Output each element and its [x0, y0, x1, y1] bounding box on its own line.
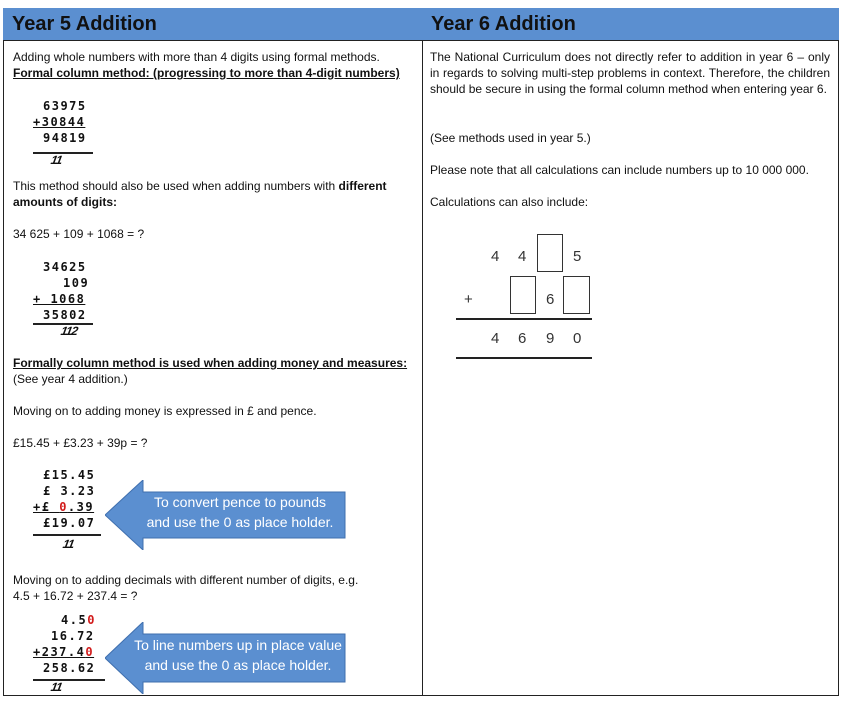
puzzle-r1-d2: 4: [518, 248, 527, 265]
calc3-addend-c: +£ 0.39: [33, 500, 95, 514]
puzzle-line-top: [456, 318, 592, 320]
year5-column: [3, 8, 423, 696]
calc3-addend-b: £ 3.23: [43, 484, 96, 498]
calc4-result: 258.62: [43, 661, 96, 675]
puzzle-line-bottom: [456, 357, 592, 359]
calc4-addend-b: 16.72: [51, 629, 95, 643]
puzzle-r2-blank-2: [563, 276, 590, 314]
calc1-addend-b: +30844: [33, 115, 86, 129]
year5-intro: Adding whole numbers with more than 4 digits using formal methods.: [13, 50, 380, 64]
calc4-underline: [33, 679, 105, 681]
puzzle-r2-blank-1: [510, 276, 536, 314]
sum3-question: £15.45 + £3.23 + 39p = ?: [13, 436, 148, 450]
formal-method-heading: Formal column method: (progressing to more than 4-digit numbers): [13, 66, 400, 80]
year6-paragraph-2: (See methods used in year 5.): [430, 131, 591, 145]
calc4-addend-a: 4.50: [61, 613, 96, 627]
calc4-carry: 11: [49, 680, 63, 694]
year6-column: [422, 8, 839, 696]
puzzle-r3-d1: 4: [491, 330, 500, 347]
year5-header: Year 5 Addition: [3, 8, 422, 41]
puzzle-r3-d4: 0: [573, 330, 582, 347]
money-heading: Formally column method is used when adding money and measures:: [13, 356, 408, 370]
puzzle-r2-d3: 6: [546, 291, 555, 308]
sum4-question: 4.5 + 16.72 + 237.4 = ?: [13, 589, 138, 603]
calc2-addend-c: + 1068: [33, 292, 86, 306]
puzzle-r3-d2: 6: [518, 330, 527, 347]
calc3-carry: 11: [61, 537, 75, 551]
puzzle-r1-d4: 5: [573, 248, 582, 265]
different-digits-text-2: amounts of digits:: [13, 195, 117, 209]
year6-paragraph-3: Please note that all calculations can include numbers up to 10 000 000.: [430, 163, 809, 177]
calc2-carry: 112: [59, 324, 79, 338]
money-reference: (See year 4 addition.): [13, 372, 128, 386]
calc3-underline: [33, 534, 101, 536]
calc2-addend-a: 34625: [43, 260, 87, 274]
calc3-result: £19.07: [43, 516, 96, 530]
callout-1-text: To convert pence to pounds and use the 0 as place holder.: [146, 494, 334, 530]
calc1-result: 94819: [43, 131, 87, 145]
sum2-question: 34 625 + 109 + 1068 = ?: [13, 227, 145, 241]
calc1-underline: [33, 152, 93, 154]
calc2-result: 35802: [43, 308, 87, 322]
puzzle-r1-d1: 4: [491, 248, 500, 265]
decimals-text: Moving on to adding decimals with different number of digits, e.g.: [13, 573, 359, 587]
calc4-addend-c: +237.40: [33, 645, 95, 659]
year6-paragraph-4: Calculations can also include:: [430, 195, 589, 209]
puzzle-r3-d3: 9: [546, 330, 555, 347]
calc1-addend-a: 63975: [43, 99, 87, 113]
puzzle-plus-sign: +: [464, 291, 473, 308]
calc1-carry: 11: [49, 153, 63, 167]
different-digits-text: This method should also be used when adding numbers with different: [13, 179, 387, 193]
year6-header: Year 6 Addition: [422, 8, 839, 41]
year6-paragraph-1: The National Curriculum does not directly refer to addition in year 6 – only in regards to solving multi-step problems in context. Therefore, the children should be secure in using the formal column method when entering year 6.: [430, 50, 830, 96]
callout-2-text: To line numbers up in place value and use the 0 as place holder.: [134, 637, 342, 673]
calc3-addend-a: £15.45: [43, 468, 96, 482]
money-text: Moving on to adding money is expressed in £ and pence.: [13, 404, 317, 418]
puzzle-r1-blank: [537, 234, 563, 272]
calc2-addend-b: 109: [63, 276, 90, 290]
